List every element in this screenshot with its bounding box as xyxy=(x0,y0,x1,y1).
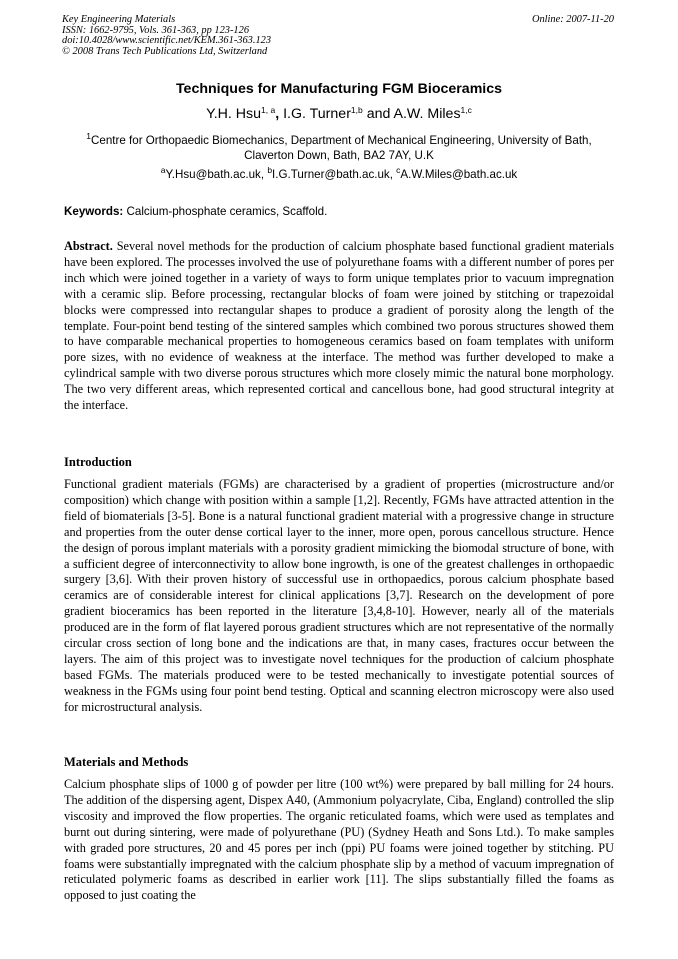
journal-doi: doi:10.4028/www.scientific.net/KEM.361-363.123 xyxy=(62,35,272,47)
abstract xyxy=(64,239,614,414)
email-address: A.W.Miles@bath.ac.uk xyxy=(400,168,518,181)
methods-text: Calcium phosphate slips of 1000 g of powder per litre (100 wt%) were prepared by ball milling for 24 hours. The addition of the dispersing agent, Dispex A40, (Ammonium polyacrylate, Ciba, England) controlled the slip viscosity and improved the flow properties. The organic reticulated foams, which were used as templates and burnt out during sintering, were made of polyurethane (PU) (Sydney Heath and Sons Ltd.). To make samples with graded pore structures, 20 and 45 pores per inch (ppi) PU foams were joined together by stitching. PU foams were substantially impregnated with the calcium phosphate slip by a method of vacuum impregnation of reticulated polymeric foams as described in earlier work [11]. The slips substantially filled the foams as opposed to just coating the xyxy=(64,777,614,903)
section-heading-introduction: Introduction xyxy=(64,455,132,469)
email-mark: b xyxy=(267,165,273,175)
author-affiliation-mark: 1,b xyxy=(350,105,363,115)
journal-copyright: © 2008 Trans Tech Publications Ltd, Switzerland xyxy=(62,45,268,57)
journal-issn: ISSN: 1662-9795, Vols. 361-363, pp 123-126 xyxy=(62,24,250,36)
abstract-label: Abstract. xyxy=(64,239,113,253)
affiliation-mark: 1 xyxy=(86,131,91,141)
email-address: Y.Hsu@bath.ac.uk, xyxy=(165,168,268,181)
author-separator: , xyxy=(275,106,284,122)
affiliation xyxy=(62,133,616,163)
journal-header xyxy=(62,15,271,57)
email-mark: a xyxy=(160,165,166,175)
email-address: I.G.Turner@bath.ac.uk, xyxy=(272,168,397,181)
author-affiliation-mark: 1,c xyxy=(460,105,472,115)
author-emails xyxy=(0,167,678,182)
author-name: Y.H. Hsu xyxy=(206,106,262,122)
author-list xyxy=(0,105,678,123)
author-separator: and xyxy=(362,106,394,122)
abstract-text: Several novel methods for the production of calcium phosphate based functional gradient materials have been explored. The processes involved the use of polyurethane foams with a different number of pores per inch which were joined together in a variety of ways to form unique templates prior to vacuum impregnation with a ceramic slip. Before processing, rectangular blocks of foam were joined by stitching or trapezoidal blocks were compressed into rectangular shapes to produce a gradient of porosity along the length of the template. Four-point bend testing of the sintered samples which combined two porous structures showed them to have comparable mechanical properties to homogeneous ceramics based on foam templates with uniform pore sizes, with no evidence of weakness at the interface. The method was further developed to make a cylindrical sample with two diverse porous structures which more closely mimic the natural bone morphology. The two very different areas, which represented cortical and cancellous bone, had good structural integrity at the interface. xyxy=(64,239,614,413)
author-name: A.W. Miles xyxy=(393,106,461,122)
author-affiliation-mark: 1, a xyxy=(261,105,276,115)
author-name: I.G. Turner xyxy=(283,106,351,122)
email-mark: c xyxy=(396,165,401,175)
section-heading-methods: Materials and Methods xyxy=(64,755,189,769)
introduction-text: Functional gradient materials (FGMs) are characterised by a gradient of properties (microstructure and/or composition) which change with position within a sample [1,2]. Recently, FGMs have attracted attention in the field of biomaterials [3-5]. Bone is a natural functional gradient material with a progressive change in structure and properties from the outer dense cortical layer to the inner, more open, porous cancellous structure. Hence the design of porous implant materials with a porosity gradient mimicking the biomodal structure of bone, with a sufficient degree of interconnectivity to allow bone ingrowth, is one of the greatest challenges in orthopaedic surgery [3,6]. With their proven history of successful use in orthopaedics, porous calcium phosphate based ceramics are of considerable interest for clinical applications [3,7]. Research on the development of pore gradient bioceramics has been reported in the literature [3,4,8-10]. However, nearly all of the materials produced are in the form of flat layered porous gradient structures which are not representative of the normally circular cross section of long bone and the indications are that, in many cases, fractures occur between the layers. The aim of this project was to investigate novel techniques for the production of calcium phosphate based FGMs. The materials produced were to be tested mechanically to investigate potential sources of weakness in the FGMs using four point bend testing. Optical and scanning electron microscopy were also used for microstructural analysis. xyxy=(64,477,614,714)
keywords-text: Calcium-phosphate ceramics, Scaffold. xyxy=(123,205,328,218)
paper-title: Techniques for Manufacturing FGM Bioceramics xyxy=(175,81,503,97)
journal-name: Key Engineering Materials xyxy=(62,14,176,25)
affiliation-text: Centre for Orthopaedic Biomechanics, Department of Mechanical Engineering, University of Bath, Claverton Down, Bath, BA2 7AY, U.K xyxy=(91,134,592,163)
online-date: Online: 2007-11-20 xyxy=(531,14,614,25)
keywords-label: Keywords: xyxy=(64,205,124,218)
keywords xyxy=(64,204,327,219)
